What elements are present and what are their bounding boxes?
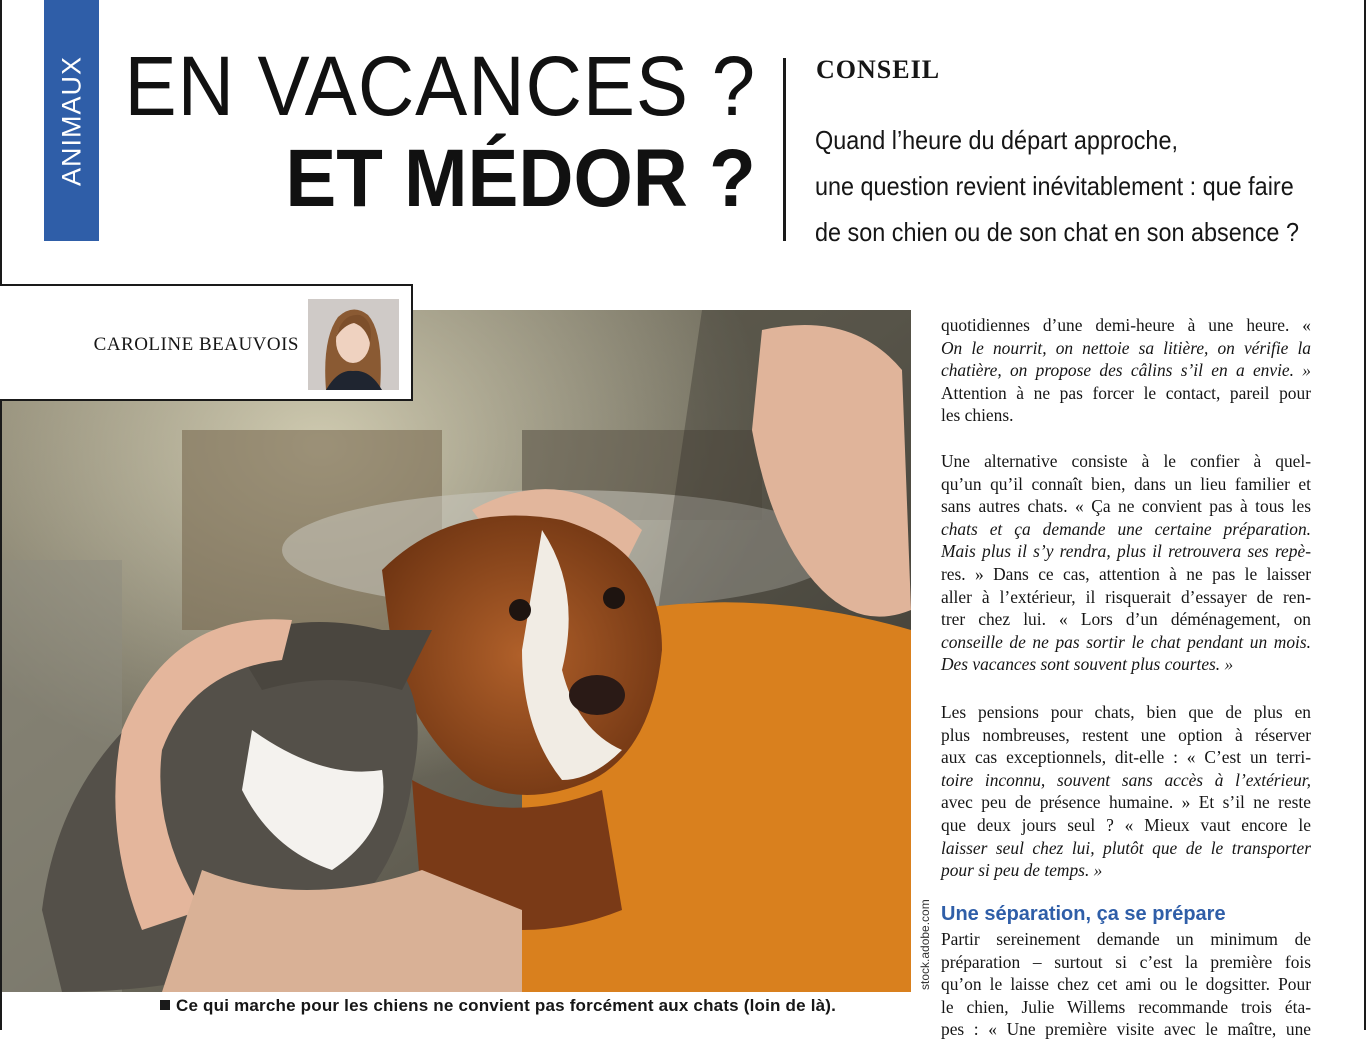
article-paragraph-4 [941,928,1311,1041]
lead-line: Quand l’heure du départ approche, [815,125,1178,155]
text-line: conseille de ne pas sortir le chat pendant un mois. [941,631,1311,652]
text-line: qu’un qu’il connaît bien, dans un lieu familier et [941,473,1311,494]
author-box [0,284,413,401]
photo-illustration [2,310,911,992]
text-line: aux cas exceptionnels, dit-elle : « C’est un terri- [941,747,1311,768]
caption-text: Ce qui marche pour les chiens ne convient pas forcément aux chats (loin de là). [176,996,837,1015]
article-paragraph-3 [941,701,1311,882]
photo-credit: stock.adobe.com [918,899,932,990]
text-line: Les pensions pour chats, bien que de plus en [941,702,1311,722]
text-line: On le nourrit, on nettoie sa litière, on vérifie la [941,337,1311,358]
text-line: res. » Dans ce cas, attention à ne pas le laisser [941,563,1311,584]
text-line: quotidiennes d’une demi-heure à une heure. « [941,315,1311,335]
title-divider [783,58,786,241]
text-line: plus nombreuses, restent une option à réserver [941,724,1311,745]
text-line: avec peu de présence humaine. » Et s’il ne reste [941,792,1311,813]
text-line: qu’on le laisse chez cet ami ou le dogsitter. Pour [941,974,1311,995]
text-line: Attention à ne pas forcer le contact, pareil pour [941,382,1311,403]
text-line: pour si peu de temps. » [941,860,1103,881]
text-line: Des vacances sont souvent plus courtes. » [941,654,1234,675]
lead-paragraph [815,117,1299,255]
text-line: que deux jours seul ? « Mieux vaut encore le [941,814,1311,835]
section-rubric [44,0,99,241]
text-line: préparation – surtout si c’est la première fois [941,951,1311,972]
avatar-portrait [308,299,399,390]
text-line: Une alternative consiste à le confier à quel- [941,451,1311,471]
lead-line: de son chien ou de son chat en son absence ? [815,217,1299,247]
text-line: aller à l’extérieur, il risquerait d’essayer de ren- [941,586,1311,607]
headline-line-2: ET MÉDOR ? [285,133,756,224]
text-line: sans autres chats. « Ça ne convient pas à tous les [941,496,1311,517]
lead-line: une question revient inévitablement : que faire [815,171,1294,201]
text-line: chats et ça demande une certaine préparation. [941,518,1311,539]
text-line: les chiens. [941,405,1014,426]
photo-caption [160,996,836,1016]
text-line: Partir sereinement demande un minimum de [941,929,1311,949]
main-photo [2,310,911,992]
kicker-label: CONSEIL [816,55,941,84]
text-line: pes : « Une première visite avec le maître, une [941,1019,1311,1040]
text-line: toire inconnu, souvent sans accès à l’extérieur, [941,769,1311,790]
text-line: le chien, Julie Willems recommande trois éta- [941,996,1311,1017]
article-paragraph-1 [941,314,1311,427]
caption-bullet [160,1000,170,1010]
rubric-label: ANIMAUX [56,55,86,186]
text-line: trer chez lui. « Lors d’un déménagement, on [941,609,1311,630]
text-line: laisser seul chez lui, plutôt que de le transporter [941,837,1311,858]
author-avatar [308,299,399,390]
article-paragraph-2 [941,450,1311,676]
section-subheading: Une séparation, ça se prépare [941,903,1226,925]
headline-line-1: EN VACANCES ? [124,39,756,133]
author-name: CAROLINE BEAUVOIS [93,334,299,355]
text-line: Mais plus il s’y rendra, plus il retrouvera ses repè- [941,541,1311,562]
text-line: chatière, on propose des câlins s’il en a envie. » [941,360,1311,381]
